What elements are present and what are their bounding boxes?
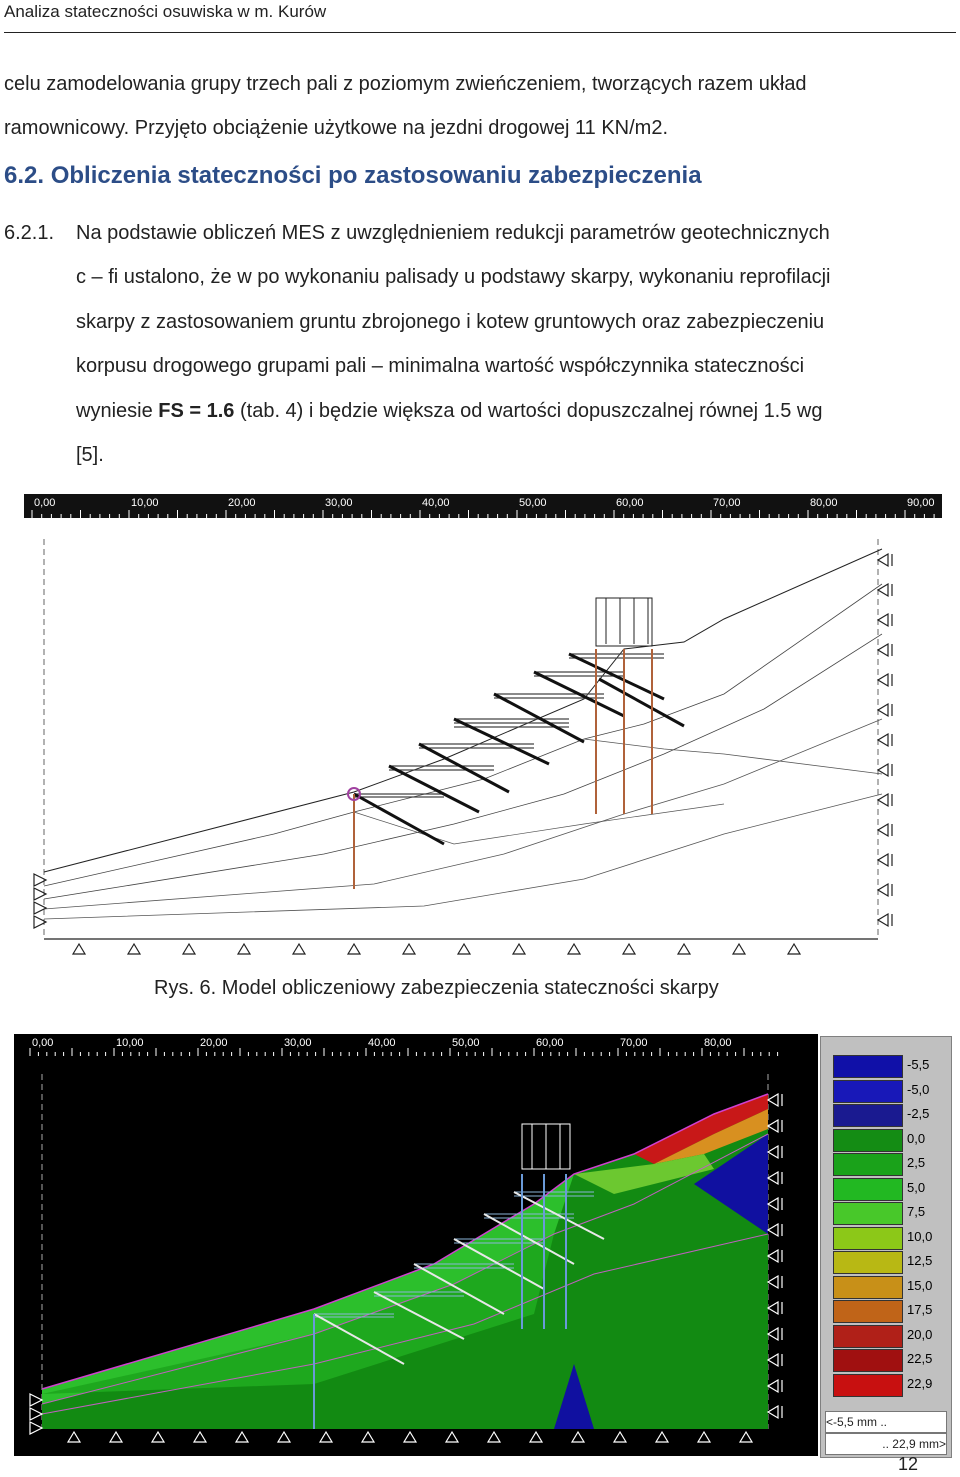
support-triangle [623, 944, 635, 954]
support-triangle [878, 614, 888, 626]
legend-item [833, 1374, 941, 1397]
legend-value: 15,0 [907, 1277, 933, 1293]
para-line-1: Na podstawie obliczeń MES z uwzględnieniem redukcji parametrów geotechnicznych [76, 222, 830, 244]
ruler-label: 30,00 [325, 497, 353, 509]
para-line-3: skarpy z zastosowaniem gruntu zbrojonego i kotew gruntowych oraz zabezpieczeniu [76, 311, 825, 333]
legend-swatch [833, 1300, 903, 1323]
legend-value: 17,5 [907, 1302, 933, 1317]
support-triangle [128, 944, 140, 954]
running-header [4, 0, 956, 33]
support-triangle [73, 944, 85, 954]
bottom-supports [73, 944, 800, 954]
ruler-label: 40,00 [368, 1037, 396, 1049]
ground-anchors [354, 654, 684, 844]
fs-value: FS = 1.6 [158, 400, 235, 422]
legend-value: -5,0 [907, 1081, 930, 1097]
legend-swatch [833, 1153, 903, 1176]
ruler-label: 30,00 [284, 1037, 312, 1049]
legend-swatch [833, 1178, 903, 1201]
legend-item [833, 1202, 941, 1225]
legend-swatch [833, 1325, 903, 1348]
legend-value: 0,0 [907, 1130, 926, 1146]
support-triangle [878, 854, 888, 866]
support-triangle [878, 704, 888, 716]
legend-swatch [833, 1227, 903, 1250]
legend-swatch [833, 1055, 903, 1078]
ruler-label: 80,00 [704, 1037, 732, 1049]
legend-item [833, 1153, 941, 1176]
road-load [596, 598, 652, 646]
ruler-label: 60,00 [536, 1037, 564, 1049]
ruler-bar [24, 494, 942, 518]
legend-value: -2,5 [907, 1106, 930, 1121]
right-supports [878, 554, 892, 926]
support-triangle [348, 944, 360, 954]
legend-value: 10,0 [907, 1228, 933, 1244]
model-figure [24, 494, 942, 966]
legend-swatch [833, 1276, 903, 1299]
displacement-figure [14, 1034, 818, 1456]
legend-value: 20,0 [907, 1326, 933, 1342]
color-legend [820, 1036, 952, 1458]
legend-item [833, 1349, 941, 1372]
support-triangle [293, 944, 305, 954]
intro-line-1: celu zamodelowania grupy trzech pali z poziomym zwieńczeniem, tworzących razem układ [4, 73, 807, 95]
legend-value: 22,9 [907, 1375, 933, 1391]
support-triangle [878, 764, 888, 776]
legend-item [833, 1276, 941, 1299]
legend-swatch [833, 1202, 903, 1225]
legend-value: 7,5 [907, 1204, 926, 1219]
header-title: Analiza stateczności osuwiska w m. Kurów [4, 2, 327, 21]
legend-swatch [833, 1251, 903, 1274]
para-line-5a: wyniesie [76, 400, 159, 422]
support-triangle [568, 944, 580, 954]
legend-swatch [833, 1104, 903, 1127]
support-triangle [183, 944, 195, 954]
ruler-label: 50,00 [452, 1037, 480, 1049]
ruler-label: 60,00 [616, 497, 644, 509]
legend-swatch [833, 1374, 903, 1397]
legend-value: 12,5 [907, 1253, 933, 1268]
legend-item [833, 1129, 941, 1152]
support-triangle [878, 824, 888, 836]
support-triangle [458, 944, 470, 954]
ruler-label: 10,00 [116, 1037, 144, 1049]
support-triangle [878, 674, 888, 686]
legend-item [833, 1325, 941, 1348]
legend-value: 22,5 [907, 1351, 933, 1366]
legend-item [833, 1104, 941, 1127]
page-number: 12 [898, 1454, 919, 1474]
ruler-label: 70,00 [620, 1037, 648, 1049]
intro-line-2: ramownicowy. Przyjęto obciążenie użytkowe na jezdni drogowej 11 KN/m2. [4, 117, 669, 139]
ruler-label: 20,00 [228, 497, 256, 509]
para-line-5c: (tab. 4) i będzie większa od wartości dopuszczalnej równej 1.5 wg [234, 400, 823, 422]
support-triangle [878, 734, 888, 746]
support-triangle [878, 644, 888, 656]
support-triangle [878, 884, 888, 896]
ruler-label: 90,00 [907, 497, 935, 509]
legend-item [833, 1227, 941, 1250]
ruler-label: 0,00 [34, 497, 56, 509]
para-line-6: [5]. [76, 444, 104, 466]
legend-swatch [833, 1349, 903, 1372]
para-line-5 [76, 400, 823, 423]
legend-range-max: .. 22,9 mm> [825, 1433, 947, 1455]
support-triangle [878, 794, 888, 806]
ruler-label: 50,00 [519, 497, 547, 509]
support-triangle [513, 944, 525, 954]
legend-range-min: <-5,5 mm .. [825, 1411, 947, 1433]
legend-value: 5,0 [907, 1179, 926, 1195]
legend-item [833, 1055, 941, 1078]
section-heading: 6.2. Obliczenia stateczności po zastosowaniu zabezpieczenia [4, 162, 702, 189]
ruler-label: 40,00 [422, 497, 450, 509]
para-number: 6.2.1. [4, 222, 55, 244]
legend-swatch [833, 1080, 903, 1103]
support-triangle [878, 914, 888, 926]
support-triangle [238, 944, 250, 954]
support-triangle [678, 944, 690, 954]
support-triangle [403, 944, 415, 954]
para-line-4: korpusu drogowego grupami pali – minimalna wartość współczynnika stateczności [76, 355, 805, 377]
ruler-label: 10,00 [131, 497, 159, 509]
legend-item [833, 1080, 941, 1103]
legend-swatch [833, 1129, 903, 1152]
legend-value: -5,5 [907, 1057, 930, 1072]
support-triangle [878, 554, 888, 566]
support-triangle [733, 944, 745, 954]
legend-item [833, 1251, 941, 1274]
ruler-label: 80,00 [810, 497, 838, 509]
legend-item [833, 1178, 941, 1201]
support-triangle [788, 944, 800, 954]
legend-value: 2,5 [907, 1155, 926, 1170]
ruler-label: 20,00 [200, 1037, 228, 1049]
ruler-label: 70,00 [713, 497, 741, 509]
figure-caption: Rys. 6. Model obliczeniowy zabezpieczenia stateczności skarpy [154, 977, 719, 999]
para-line-2: c – fi ustalono, że w po wykonaniu palisady u podstawy skarpy, wykonaniu reprofilacji [76, 266, 831, 288]
legend-item [833, 1300, 941, 1323]
ruler-label: 0,00 [32, 1037, 54, 1049]
